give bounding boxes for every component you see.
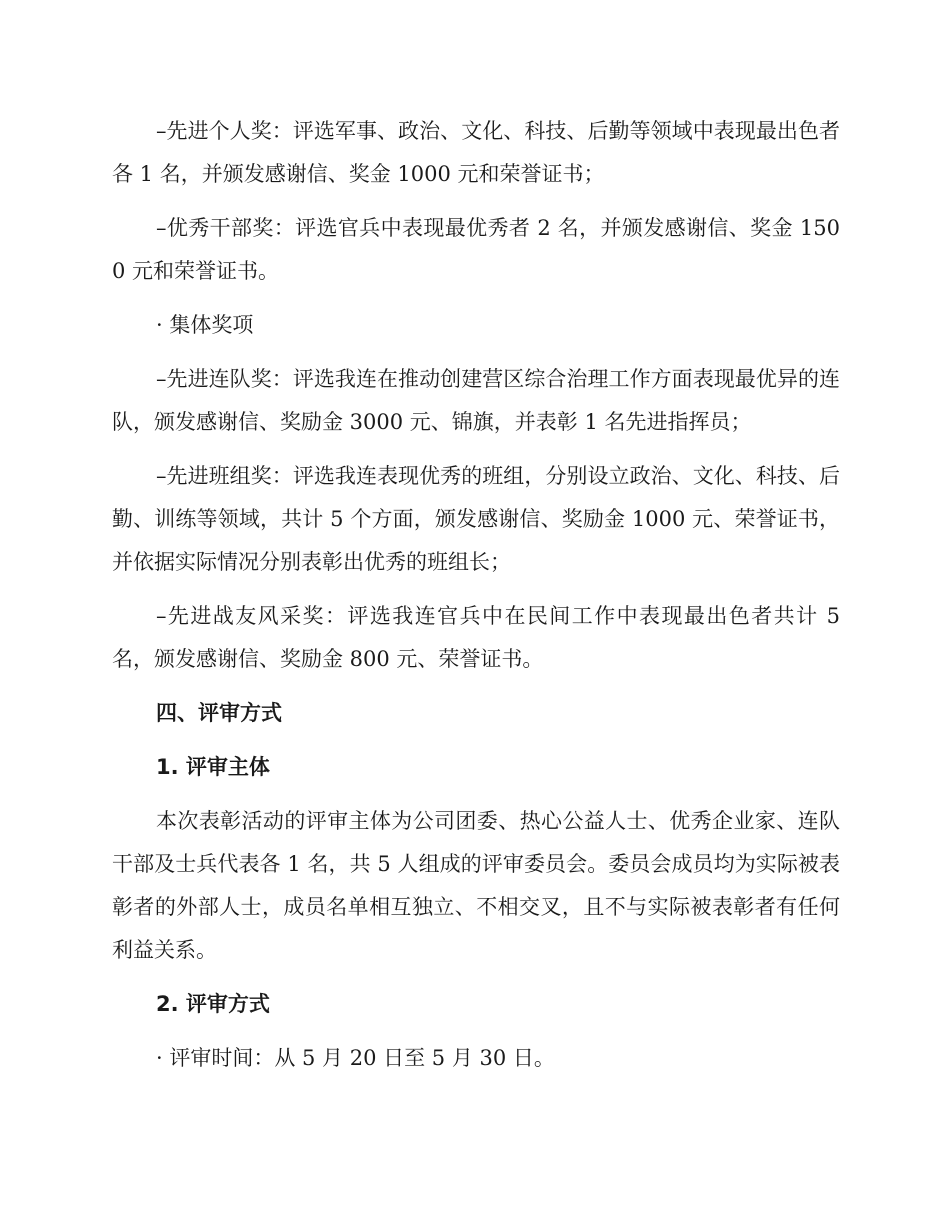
- review-time-item: · 评审时间：从 5 月 20 日至 5 月 30 日。: [156, 1046, 555, 1070]
- award-comrade-style: –先进战友风采奖：评选我连官兵中在民间工作中表现最出色者共计 5 名，颁发感谢信、奖励金 800 元、荣誉证书。: [112, 604, 840, 671]
- subsection-1-heading: 1. 评审主体: [156, 755, 270, 779]
- award-advanced-individual: –先进个人奖：评选军事、政治、文化、科技、后勤等领域中表现最出色者各 1 名，并颁发感谢信、奖金 1000 元和荣誉证书；: [112, 119, 840, 186]
- award-advanced-company: –先进连队奖：评选我连在推动创建营区综合治理工作方面表现最优异的连队，颁发感谢信、奖励金 3000 元、锦旗，并表彰 1 名先进指挥员；: [112, 367, 840, 434]
- award-outstanding-cadre: –优秀干部奖：评选官兵中表现最优秀者 2 名，并颁发感谢信、奖金 1500 元和荣誉证书。: [112, 216, 840, 283]
- review-body-paragraph: 本次表彰活动的评审主体为公司团委、热心公益人士、优秀企业家、连队干部及士兵代表各 1 名，共 5 人组成的评审委员会。委员会成员均为实际被表彰者的外部人士，成员名单相互独立、不相交叉，且不与实际被表彰者有任何利益关系。: [112, 809, 840, 962]
- collective-awards-label: · 集体奖项: [156, 313, 254, 337]
- award-advanced-squad: –先进班组奖：评选我连表现优秀的班组，分别设立政治、文化、科技、后勤、训练等领域，共计 5 个方面，颁发感谢信、奖励金 1000 元、荣誉证书，并依据实际情况分别表彰出优秀的班组长；: [112, 464, 840, 574]
- section-4-heading: 四、评审方式: [156, 701, 282, 725]
- document-body: [112, 110, 840, 1091]
- subsection-2-heading: 2. 评审方式: [156, 992, 270, 1016]
